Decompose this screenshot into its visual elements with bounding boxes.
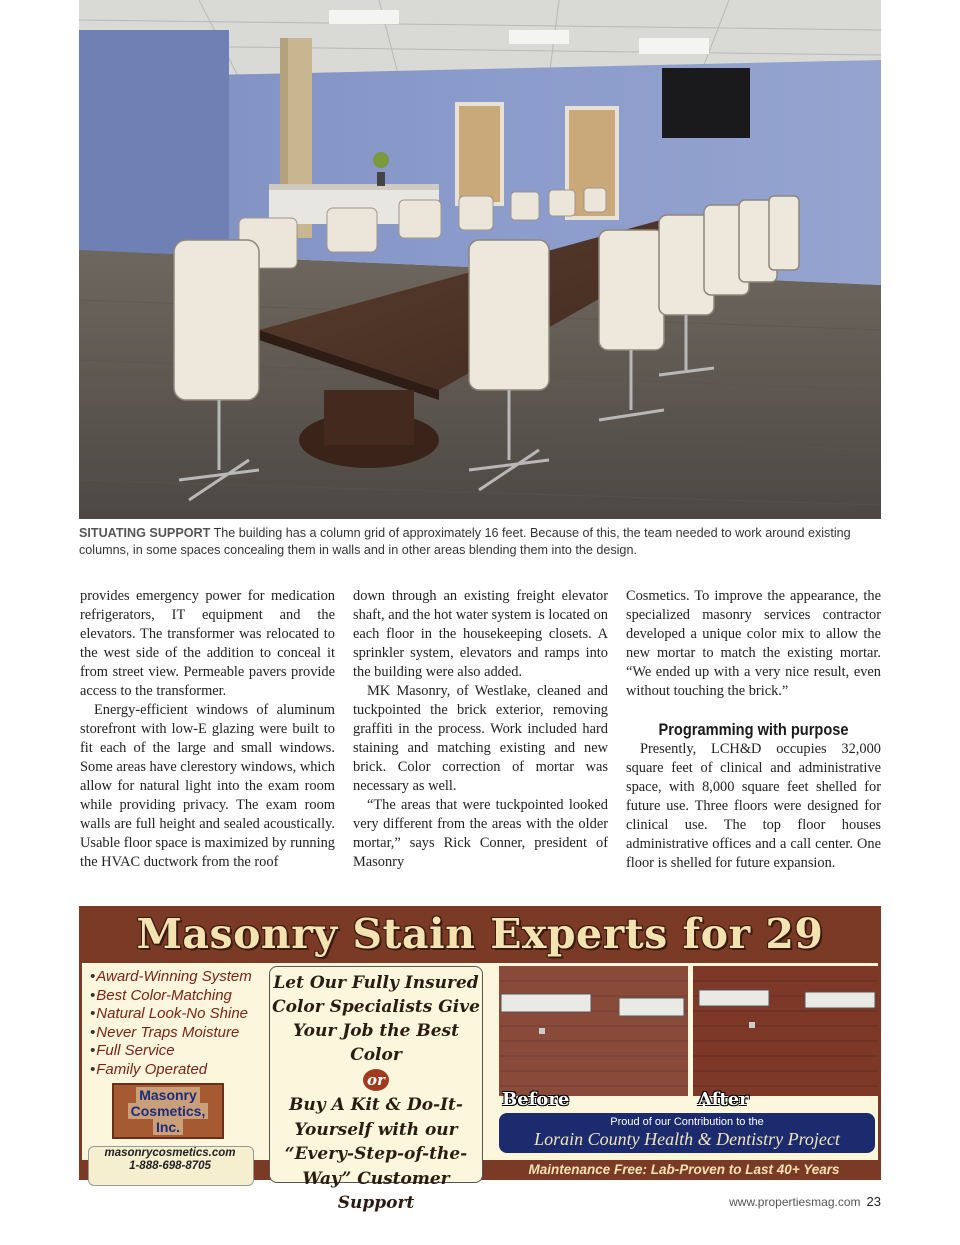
phone-number[interactable]: 1-888-698-8705 [129,1160,211,1172]
section-heading: Programming with purpose [658,720,849,739]
page-number: 23 [866,1194,881,1209]
offer-top-text: Let Our Fully Insured Color Specialists Give Your Job the Best Color [272,973,480,1065]
conference-room-photo [79,0,881,519]
footer-url[interactable]: www.propertiesmag.com [729,1195,861,1209]
masonry-cosmetics-logo [112,1083,224,1139]
after-label: After [698,1089,749,1110]
before-after-photos [499,966,878,1116]
caption-lead: SITUATING SUPPORT [79,526,211,540]
ad-feature-list [90,968,260,1079]
paragraph: Presently, LCH&D occupies 32,000 square feet of clinical and administrative space, with 8,000 square feet shelled for future use. Three floors were designed for clinical use. The top floor houses administrative offices and a call center. One floor is shelled for future expansion. [626,741,881,871]
banner-project: Lorain County Health & Dentistry Project [534,1129,840,1149]
photo-caption [79,525,885,559]
website-link[interactable]: masonrycosmetics.com [104,1147,236,1159]
project-banner [499,1113,875,1153]
before-label: Before [502,1089,570,1110]
or-badge: or [363,1069,389,1091]
list-item: • Full Service [90,1042,260,1061]
paragraph: “The areas that were tuckpointed looked very different from the areas with the older mortar,” says Rick Conner, president of Masonry [353,797,608,870]
logo-line: Masonry [136,1087,200,1103]
paragraph: down through an existing freight elevator shaft, and the hot water system is located on each floor in the housekeeping closets. A sprinkler system, elevators and ramps into the building were also added. [353,588,608,680]
offer-box [269,966,483,1213]
list-item: • Best Color-Matching [90,987,260,1006]
paragraph: Cosmetics. To improve the appearance, the specialized masonry services contractor developed a unique color mix to allow the new mortar to match the existing mortar. “We ended up with a very nice result, even without touching the brick.” [626,588,881,699]
paragraph: provides emergency power for medication refrigerators, IT equipment and the elevators. The transformer was relocated to the west side of the addition to conceal it from street view. Permeable pavers provide access to the transformer. [80,588,335,699]
maintenance-tagline: Maintenance Free: Lab-Proven to Last 40+ Years [528,1162,840,1177]
paragraph: MK Masonry, of Westlake, cleaned and tuckpointed the brick exterior, removing graffiti in the process. Work included hard staining and matching existing and new brick. Color correction of mortar was necessary as well. [353,683,608,794]
caption-text: The building has a column grid of approximately 16 feet. Because of this, the team needed to work around existing columns, in some spaces concealing them in walls and in other areas blending them into the design. [79,526,851,557]
paragraph: Energy-efficient windows of aluminum storefront with low-E glazing were built to fit each of the large and small windows. Some areas have clerestory windows, which allow for natural light into the exam room while providing privacy. The exam room walls are full height and sealed acoustically. Usable floor space is maximized by running the HVAC ductwork from the roof [80,702,335,870]
article-column-1 [80,587,335,872]
ad-headline: Masonry Stain Experts for 29 [136,910,824,958]
list-item: • Natural Look-No Shine [90,1005,260,1024]
banner-subtitle: Proud of our Contribution to the [610,1116,764,1128]
article-column-2 [353,587,608,872]
logo-line: Cosmetics, [128,1103,209,1119]
logo-line: Inc. [153,1119,183,1135]
page-footer [700,1194,881,1210]
list-item: • Never Traps Moisture [90,1024,260,1043]
list-item: • Family Operated [90,1061,260,1080]
article-column-3 [626,587,881,873]
offer-bottom-text: Buy A Kit & Do-It-Yourself with our “Every-Step-of-the-Way” Customer Support [284,1095,468,1213]
list-item: • Award-Winning System [90,968,260,987]
contact-info [90,1147,250,1173]
